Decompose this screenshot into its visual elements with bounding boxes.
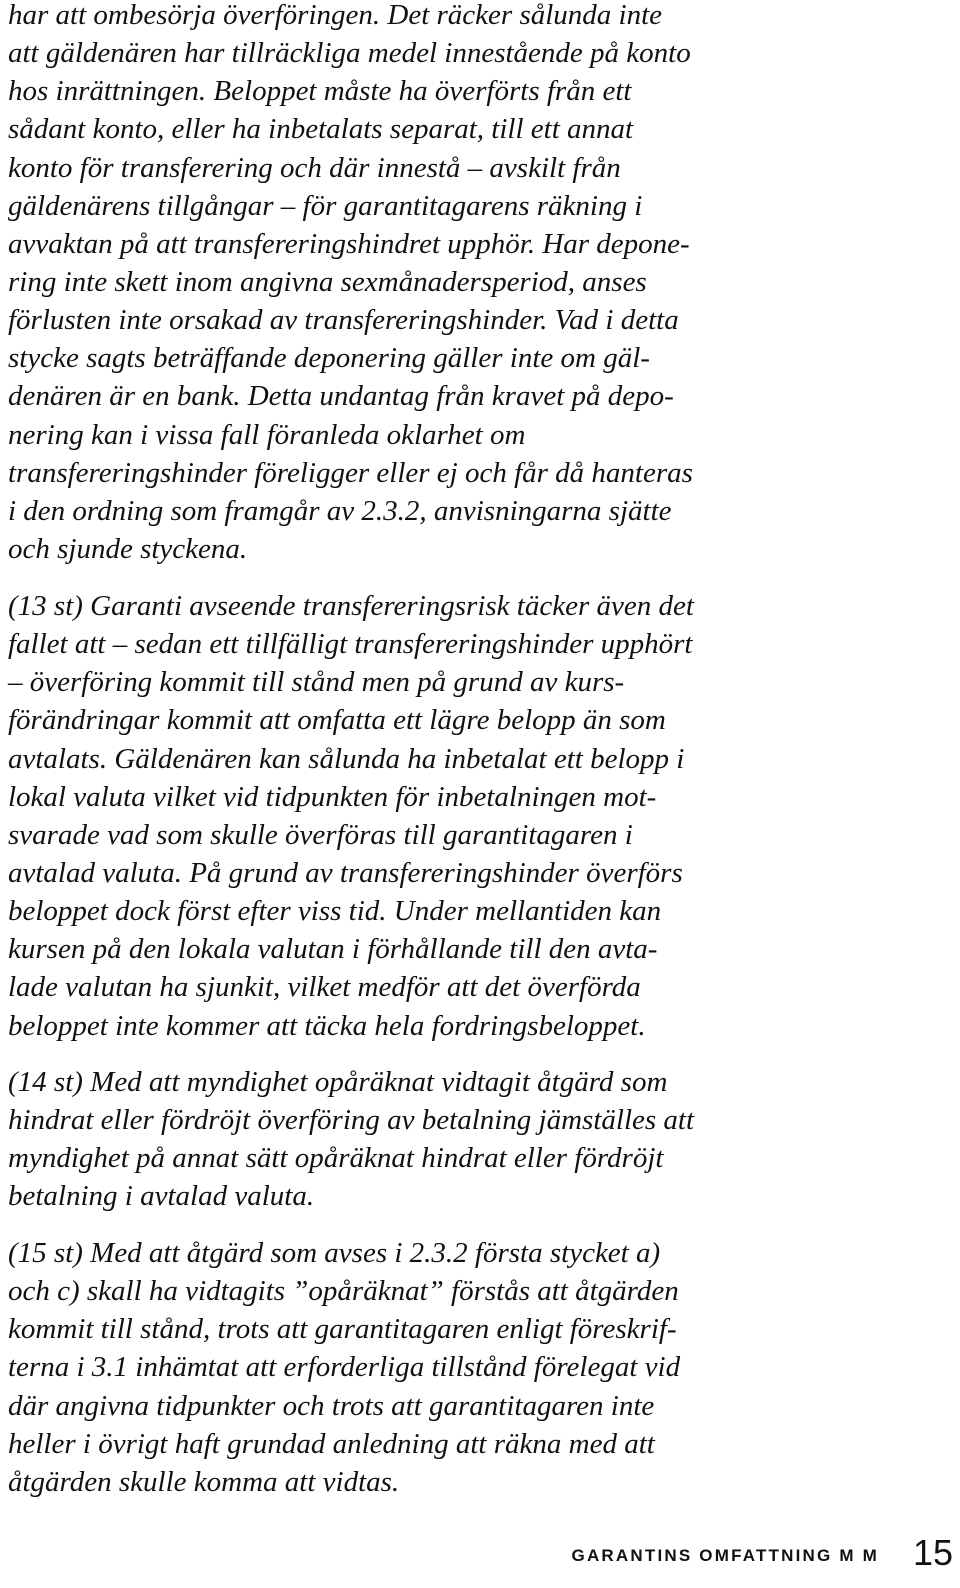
text-line: beloppet dock först efter viss tid. Under mellantiden kan — [8, 895, 662, 928]
running-footer-section-label: GARANTINS OMFATTNING M M — [571, 1546, 879, 1565]
text-line: beloppet inte kommer att täcka hela fordringsbeloppet. — [8, 1009, 646, 1042]
body-paragraph-4 — [8, 1234, 680, 1501]
text-line: och sjunde styckena. — [8, 532, 248, 565]
text-line: (14 st) Med att myndighet opåräknat vidtagit åtgärd som — [8, 1066, 668, 1098]
text-line: kommit till stånd, trots att garantitagaren enligt föreskrif- — [8, 1313, 677, 1346]
text-line: terna i 3.1 inhämtat att erforderliga tillstånd förelegat vid — [8, 1351, 681, 1384]
text-line: stycke sagts beträffande deponering gäller inte om gäl- — [8, 342, 650, 375]
text-line: hos inrättningen. Beloppet måste ha överförts från ett — [8, 75, 632, 108]
text-line: – överföring kommit till stånd men på grund av kurs- — [8, 666, 625, 699]
text-line: har att ombesörja överföringen. Det räcker sålunda inte — [8, 0, 663, 31]
text-line: i den ordning som framgår av 2.3.2, anvisningarna sjätte — [8, 494, 672, 527]
body-paragraph-3 — [8, 1063, 694, 1216]
text-line: avtalad valuta. På grund av transfereringshinder överförs — [8, 856, 683, 889]
text-line: där angivna tidpunkter och trots att garantitagaren inte — [8, 1389, 655, 1422]
text-line: nering kan i vissa fall föranleda oklarhet om — [8, 418, 526, 451]
text-line: avvaktan på att transfereringshindret upphör. Har depone- — [8, 227, 690, 260]
page-number: 15 — [912, 1532, 953, 1573]
page-footer — [8, 1532, 953, 1582]
text-line: avtalats. Gäldenären kan sålunda ha inbetalat ett belopp i — [8, 742, 685, 775]
text-line: sådant konto, eller ha inbetalats separat, till ett annat — [8, 113, 634, 146]
text-line: hindrat eller fördröjt överföring av betalning jämställes att — [8, 1104, 695, 1137]
text-line: (15 st) Med att åtgärd som avses i 2.3.2 första stycket a) — [8, 1237, 661, 1269]
text-line: lokal valuta vilket vid tidpunkten för inbetalningen mot- — [8, 780, 657, 813]
text-line: förlusten inte orsakad av transfereringshinder. Vad i detta — [8, 304, 679, 337]
text-line: åtgärden skulle komma att vidtas. — [8, 1465, 400, 1498]
text-line: svarade vad som skulle överföras till garantitagaren i — [8, 818, 633, 851]
text-line: denären är en bank. Detta undantag från kravet på depo- — [8, 380, 674, 413]
text-line: heller i övrigt haft grundad anledning att räkna med att — [8, 1427, 655, 1460]
text-line: (13 st) Garanti avseende transfereringsrisk täcker även det — [8, 590, 694, 622]
text-line: betalning i avtalad valuta. — [8, 1180, 315, 1213]
document-page — [8, 0, 953, 1588]
text-line: ring inte skett inom angivna sexmånadersperiod, anses — [8, 265, 647, 298]
text-line: myndighet på annat sätt opåräknat hindrat eller fördröjt — [8, 1142, 664, 1175]
text-line: lade valutan ha sjunkit, vilket medför att det överförda — [8, 971, 641, 1004]
text-line: förändringar kommit att omfatta ett lägre belopp än som — [8, 704, 666, 737]
text-line: gäldenärens tillgångar – för garantitagarens räkning i — [8, 189, 643, 222]
body-paragraph-1 — [8, 0, 693, 568]
body-paragraph-2 — [8, 587, 694, 1045]
text-line: fallet att – sedan ett tillfälligt transfereringshinder upphört — [8, 628, 693, 661]
text-line: kursen på den lokala valutan i förhållande till den avta- — [8, 933, 658, 966]
text-line: och c) skall ha vidtagits ”opåräknat” förstås att åtgärden — [8, 1275, 679, 1308]
text-line: transfereringshinder föreligger eller ej och får då hanteras — [8, 456, 693, 489]
text-line: att gäldenären har tillräckliga medel innestående på konto — [8, 37, 691, 70]
text-line: konto för transferering och där innestå – avskilt från — [8, 151, 621, 184]
